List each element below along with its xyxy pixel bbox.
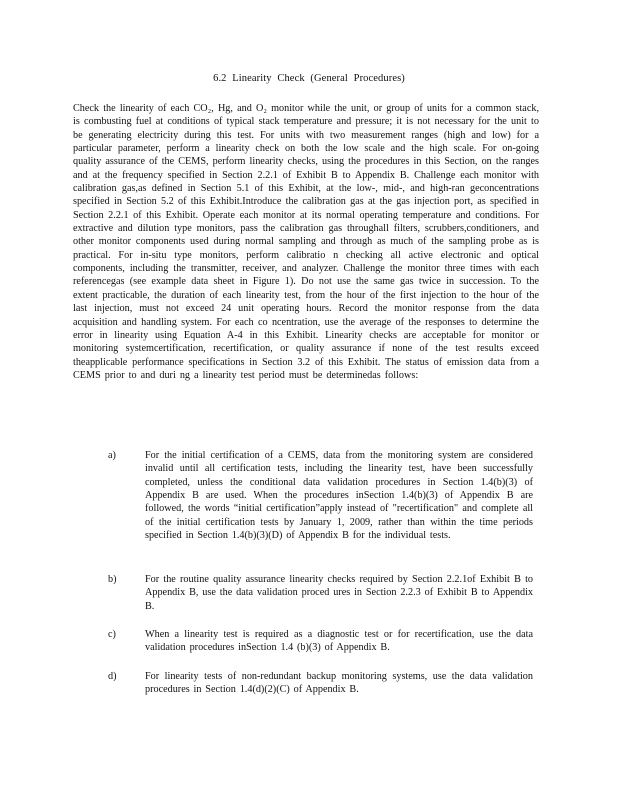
- list-item-text: When a linearity test is required as a diagnostic test or for recertification, use the data validation procedures inSection 1.4 (b)(3) of Appendix B.: [145, 629, 533, 654]
- list-marker: c): [108, 629, 116, 640]
- list-marker: a): [108, 450, 116, 461]
- list-item-text: For the routine quality assurance linearity checks required by Section 2.2.1of Exhibit B to Appendix B, use the data validation proced ures in Section 2.2.3 of Exhibit B to Appendix B.: [145, 574, 533, 612]
- list-item-text: For the initial certification of a CEMS, data from the monitoring system are considered invalid until all certification tests, including the linearity test, have been successfully completed, unless the conditional data validation procedures in Section 1.4(b)(3) of Appendix B are used. When the procedures inSection 1.4(b)(3) of Appendix B are followed, the words “initial certification”apply instead of "recertification" and complete all of the initial certification tests by January 1, 2009, rather than within the time periods specified in Section 1.4(b)(3)(D) of Appendix B for the individual tests.: [145, 450, 533, 542]
- body-paragraph: Check the linearity of each CO₂, Hg, and O₂ monitor while the unit, or group of units for a common stack, is combusting fuel at conditions of typical stack temperature and pressure; it is not necessary for the unit to be generating electricity during this test. For units with two measurement ranges (high and low) for a particular parameter, perform a linearity check on both the low scale and the high scale. For on-going quality assurance of the CEMS, perform linearity checks, using the procedures in this Section, on the ranges and at the frequency specified in Section 2.2.1 of Exhibit B to Appendix B. Challenge each monitor with calibration gas,as defined in Section 5.1 of this Exhibit, at the low-, mid-, and high-ran geconcentrations specified in Section 5.2 of this Exhibit.Introduce the calibration gas at the gas injection port, as specified in Section 2.2.1 of this Exhibit. Operate each monitor at its normal operating temperature and conditions. For extractive and dilution type monitors, pass the calibration gas throughall filters, scrubbers,conditioners, and other monitor components used during normal sampling and through as much of the sampling probe as is practical. For in-situ type monitors, perform calibratio n checking all active electronic and optical components, including the transmitter, receiver, and analyzer. Challenge the monitor three times with each referencegas (see example data sheet in Figure 1). Do not use the same gas twice in succession. To the extent practicable, the duration of each linearity test, from the hour of the first injection to the hour of the last injection, must not exceed 24 unit operating hours. Record the monitor response from the data acquisition and handling system. For each co ncentration, use the average of the responses to determine the error in linearity using Equation A-4 in this Exhibit. Linearity checks are acceptable for monitor or monitoring systemcertification, recertification, or quality assurance if none of the test results exceed theapplicable performance specifications in Section 3.2 of this Exhibit. The status of emission data from a CEMS prior to and duri ng a linearity test period must be determinedas follows:: [73, 103, 539, 381]
- section-heading: 6.2 Linearity Check (General Procedures): [213, 73, 405, 84]
- list-item-text: For linearity tests of non-redundant backup monitoring systems, use the data validation procedures in Section 1.4(d)(2)(C) of Appendix B.: [145, 671, 533, 696]
- list-marker: d): [108, 671, 117, 682]
- list-marker: b): [108, 574, 117, 585]
